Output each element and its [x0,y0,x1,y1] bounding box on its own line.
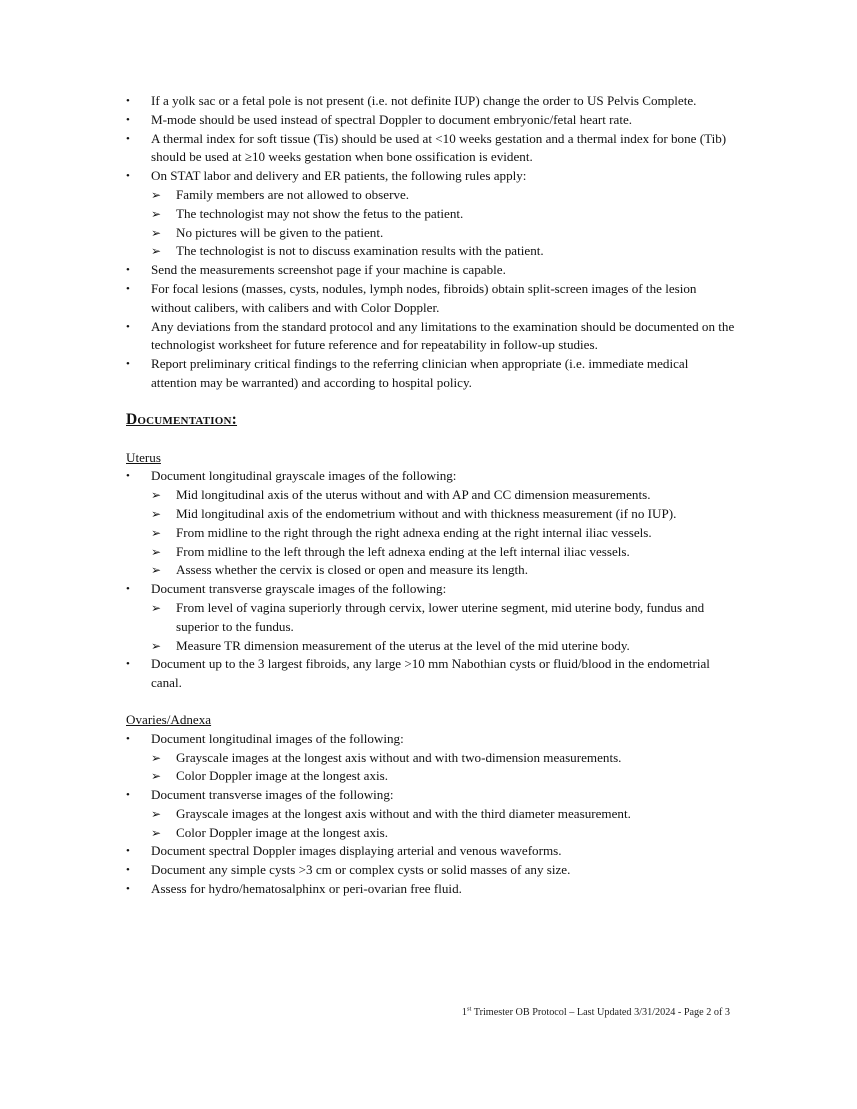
bullet-icon: • [126,470,130,483]
bullet-icon: • [126,658,130,671]
list-item-text: M-mode should be used instead of spectral Doppler to document embryonic/fetal heart rate. [151,111,633,127]
bullet-icon: • [126,583,130,596]
sub-list-item-text: From midline to the right through the right adnexa ending at the right internal iliac vessels. [176,524,652,540]
sub-list [151,486,736,580]
list-item [126,92,736,111]
arrow-bullet-icon: ➢ [151,825,162,840]
arrow-bullet-icon: ➢ [151,563,162,578]
arrow-bullet-icon: ➢ [151,769,162,784]
footer-text: Trimester OB Protocol – Last Updated 3/31/2024 - Page 2 of 3 [471,1007,730,1018]
sub-list-item-text: Color Doppler image at the longest axis. [176,824,388,840]
arrow-bullet-icon: ➢ [151,525,162,540]
sub-list-item-text: From level of vagina superiorly through cervix, lower uterine segment, mid uterine body, fundus and superior to the fundus. [176,599,705,634]
bullet-icon: • [126,95,130,107]
sub-list-item [151,543,736,562]
arrow-bullet-icon: ➢ [151,638,162,653]
footer-ordinal-suffix: st [467,1005,472,1013]
sub-list [151,599,736,655]
list-item [126,467,736,580]
list-item [126,842,736,861]
sub-list-item [151,637,736,656]
sub-list-item [151,767,736,786]
list-item [126,730,736,786]
sub-list-item [151,242,736,261]
sub-list-item-text: Assess whether the cervix is closed or open and measure its length. [176,562,528,578]
list-item-text: Assess for hydro/hematosalphinx or peri-ovarian free fluid. [151,881,462,897]
arrow-bullet-icon: ➢ [151,506,162,521]
documentation-heading: Documentation: [126,410,238,428]
list-item [126,786,736,842]
bullet-icon: • [126,883,130,896]
sub-list-item-text: The technologist may not show the fetus to the patient. [176,205,464,221]
list-item [126,880,736,899]
footer-ordinal: 1 [461,1007,468,1018]
general-rules-list [126,92,736,393]
bullet-icon: • [126,282,130,295]
list-item-text: Document transverse images of the following: [151,787,394,803]
bullet-icon: • [126,789,130,802]
bullet-icon: • [126,732,130,745]
list-item-text: Document any simple cysts >3 cm or complex cysts or solid masses of any size. [151,862,571,878]
sub-list-item-text: The technologist is not to discuss examination results with the patient. [176,243,544,259]
list-item [126,261,736,280]
bullet-icon: • [126,864,130,877]
bullet-icon: • [126,264,130,277]
bullet-icon: • [126,320,130,333]
sub-list-item-text: Grayscale images at the longest axis without and with the third diameter measurement. [176,805,631,821]
sub-list-item [151,205,736,224]
list-item-text: Document spectral Doppler images displaying arterial and venous waveforms. [151,843,562,859]
bullet-icon: • [126,170,130,183]
sub-list-item-text: Family members are not allowed to observe. [176,186,410,202]
sub-list-item [151,599,736,637]
list-item-text: For focal lesions (masses, cysts, nodules, lymph nodes, fibroids) obtain split-screen images of the lesion without calibers, with calibers and with Color Doppler. [151,280,697,315]
sub-list-item [151,224,736,243]
sub-list-item [151,805,736,824]
sub-list-item [151,749,736,768]
bullet-icon: • [126,113,130,126]
list-item [126,355,736,393]
arrow-bullet-icon: ➢ [151,187,162,202]
sub-list-item [151,486,736,505]
sub-list-item [151,824,736,843]
list-item-text: Report preliminary critical findings to the referring clinician when appropriate (i.e. immediate medical attention may be warranted) and according to hospital policy. [151,356,689,390]
page-footer [462,1006,730,1020]
bullet-icon: • [126,845,130,858]
list-item-text: Document transverse grayscale images of the following: [151,581,447,597]
arrow-bullet-icon: ➢ [151,544,162,559]
sub-list-item [151,505,736,524]
sub-list-item [151,186,736,205]
sub-list [151,186,736,261]
sub-list-item [151,561,736,580]
bullet-icon: • [126,132,130,145]
page-content [126,92,736,899]
uterus-section-label: Uterus [126,449,161,465]
arrow-bullet-icon: ➢ [151,488,162,503]
sub-list-item-text: Mid longitudinal axis of the endometrium without and with thickness measurement (if no IUP). [176,505,677,521]
arrow-bullet-icon: ➢ [151,244,162,259]
list-item [126,318,736,356]
uterus-list [126,467,736,693]
list-item-text: Document up to the 3 largest fibroids, any large >10 mm Nabothian cysts or fluid/blood in the endometrial canal. [151,656,710,691]
sub-list-item-text: Measure TR dimension measurement of the uterus at the level of the mid uterine body. [176,637,630,653]
sub-list-item-text: No pictures will be given to the patient. [176,224,384,240]
list-item-text: Send the measurements screenshot page if your machine is capable. [151,262,506,278]
sub-list-item-text: Mid longitudinal axis of the uterus without and with AP and CC dimension measurements. [176,487,651,503]
arrow-bullet-icon: ➢ [151,750,162,765]
list-item-text: Any deviations from the standard protocol and any limitations to the examination should be documented on the technologist worksheet for future reference and for repeatability in follow-up studies. [151,318,735,353]
sub-list-item-text: Color Doppler image at the longest axis. [176,768,388,784]
list-item-text: Document longitudinal images of the following: [151,730,404,746]
list-item [126,130,736,168]
arrow-bullet-icon: ➢ [151,600,162,615]
arrow-bullet-icon: ➢ [151,206,162,221]
list-item [126,167,736,261]
arrow-bullet-icon: ➢ [151,225,162,240]
ovaries-section-label: Ovaries/Adnexa [126,711,212,727]
bullet-icon: • [126,358,130,371]
sub-list [151,749,736,787]
list-item-text: Document longitudinal grayscale images of the following: [151,468,457,484]
arrow-bullet-icon: ➢ [151,806,162,821]
list-item-text: On STAT labor and delivery and ER patients, the following rules apply: [151,168,527,184]
sub-list-item-text: Grayscale images at the longest axis without and with two-dimension measurements. [176,749,622,765]
ovaries-adnexa-list [126,730,736,899]
list-item-text: If a yolk sac or a fetal pole is not present (i.e. not definite IUP) change the order to US Pelvis Complete. [151,93,697,108]
list-item [126,580,736,655]
list-item [126,280,736,318]
sub-list-item [151,524,736,543]
sub-list [151,805,736,843]
list-item [126,111,736,130]
sub-list-item-text: From midline to the left through the left adnexa ending at the left internal iliac vessels. [176,543,630,559]
list-item-text: A thermal index for soft tissue (Tis) should be used at <10 weeks gestation and a thermal index for bone (Tib) should be used at ≥10 weeks gestation when bone ossification is evident. [151,130,727,165]
list-item [126,655,736,693]
list-item [126,861,736,880]
